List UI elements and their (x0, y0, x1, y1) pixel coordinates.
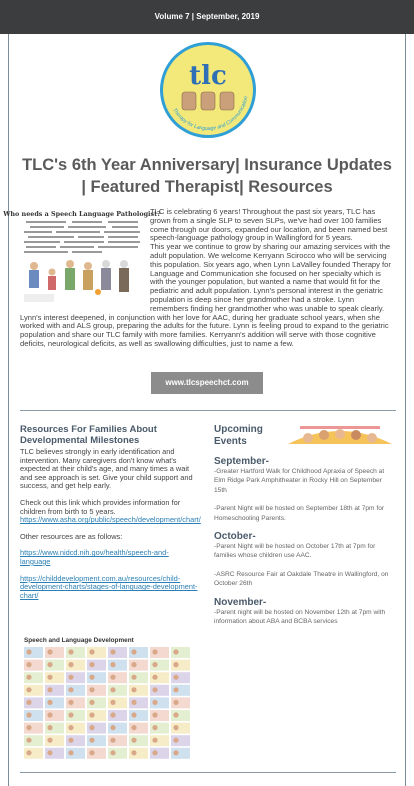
child-figure (173, 700, 178, 705)
child-figure (110, 675, 115, 680)
resources-paragraph-3: Other resources are as follows: (20, 531, 123, 541)
child-figure (131, 750, 136, 755)
resources-paragraph-2: Check out this link which provides information for children from birth to 5 years. https://www.asha.org/public/speech/development/chart/ (20, 497, 201, 525)
child-figure (68, 738, 73, 743)
child-figure (89, 675, 94, 680)
issue-label: Volume 7 | September, 2019 (154, 12, 260, 21)
page-title: TLC's 6th Year Anniversary| Insurance Updates | Featured Therapist| Resources (22, 156, 392, 196)
nidcd-link[interactable]: https://www.nidcd.nih.gov/health/speech-and-language (20, 548, 169, 566)
child-figure (152, 738, 157, 743)
child-figure (89, 649, 94, 654)
child-figure (26, 750, 31, 755)
child-figure (47, 738, 52, 743)
child-figure (68, 662, 73, 667)
child-figure (131, 725, 136, 730)
child-figure (131, 700, 136, 705)
child-figure (89, 700, 94, 705)
child-figure (110, 725, 115, 730)
child-figure (131, 649, 136, 654)
child-figure (26, 687, 31, 692)
child-figure (173, 712, 178, 717)
child-figure (47, 687, 52, 692)
intro-article (20, 208, 394, 349)
child-figure (89, 750, 94, 755)
child-figure (152, 750, 157, 755)
events-section (214, 424, 396, 626)
child-figure (152, 662, 157, 667)
resources-paragraph-1: TLC believes strongly in early identification and intervention. Many caregivers don't know what's expected at their child's age, and many times a wait and see approach is set. Give your child support and success, and get help early. (20, 447, 193, 491)
event-month-heading: November- (214, 596, 267, 608)
logo-wordmark: tlc (189, 61, 227, 91)
child-figure (131, 738, 136, 743)
child-figure (89, 712, 94, 717)
child-figure (152, 675, 157, 680)
event-item: -ASRC Resource Fair at Oakdale Theatre in Wallingford, on October 26th (214, 570, 389, 588)
event-item: -Parent Night will be hosted on October 17th at 7pm for families whose children use AAC. (214, 543, 376, 560)
child-figure (26, 700, 31, 705)
website-button[interactable]: www.tlcspeechct.com (151, 372, 263, 394)
child-figure (131, 675, 136, 680)
child-figure (110, 687, 115, 692)
resources-section (20, 424, 201, 600)
event-item: -Parent night will be hosted on November 12th at 7pm with information about ABA and BCBA services (214, 608, 386, 626)
child-figure (47, 750, 52, 755)
child-figure (110, 662, 115, 667)
event-item: -Parent Night will be hosted on September 18th at 7pm for Homeschooling Parents. (214, 505, 385, 522)
asha-link[interactable]: https://www.asha.org/public/speech/development/chart/ (20, 515, 201, 525)
section-divider (20, 410, 396, 411)
events-list (214, 456, 396, 626)
child-figure (26, 662, 31, 667)
hand-sign-icons (182, 92, 234, 110)
child-figure (173, 738, 178, 743)
child-figure (47, 712, 52, 717)
child-figure (110, 738, 115, 743)
child-figure (47, 675, 52, 680)
child-figure (173, 725, 178, 730)
resources-title: Resources For Families About Developmental Milestones (20, 424, 157, 446)
child-figure (68, 750, 73, 755)
events-title: Upcoming Events (214, 424, 263, 447)
child-figure (68, 649, 73, 654)
child-figure (68, 725, 73, 730)
event-month-heading: October- (214, 531, 256, 543)
child-figure (131, 687, 136, 692)
child-figure (89, 662, 94, 667)
child-figure (26, 725, 31, 730)
child-figure (110, 750, 115, 755)
child-figure (47, 700, 52, 705)
intro-paragraph-1: TLC is celebrating 6 years! Throughout the past six years, TLC has grown from a single SLP to seven SLPs, we've had over 100 families come through our doors, expanded our location, and been named best speech-language pathology group in Wallingford for 5 years. (150, 207, 388, 243)
childdev-link-wrap (20, 575, 198, 601)
header-bar (0, 0, 414, 34)
logo-ring-text: Therapy for Language and Communication (171, 95, 250, 133)
bottom-divider (20, 772, 396, 773)
event-item: -Greater Hartford Walk for Childhood Apraxia of Speech at Elm Ridge Park Amphitheater in Rocky Hill on September 15th (214, 468, 385, 494)
child-figure (173, 649, 178, 654)
tlc-logo[interactable] (158, 40, 258, 140)
svg-text:Speech and Language Developmen: Speech and Language Development (24, 637, 134, 644)
child-figure (26, 712, 31, 717)
intro-paragraph-2: This year we continue to grow by sharing our amazing services with the adult population. We welcome Kerryann Scirocco who will be servicing this population. Six years ago, when Lynn LaValley founded Therapy for Language and Communication she focused on her specialty which is with the younger population, but wanted a name that would fit for the pediatric and adult population. Lynn's personal interest in the geriatric population is deep since her grandmother had a stroke. Lynn remembers finding her grandmother who was unable to speak clearly. Lynn's interest deepened, in conjunction with her love for AAC, during her graduate school years, when she worked with and ALS group, preparing the adults for the future. Lynn is feeling proud to expand to the geriatric population and share our TLC family with more families. Kerryann's addition will serve with those cognitive deficits, neurological deficits, as well as swallowing difficulties, just to name a few. (20, 242, 391, 348)
child-figure (152, 712, 157, 717)
child-figure (173, 675, 178, 680)
child-figure (131, 712, 136, 717)
child-figure (26, 675, 31, 680)
svg-text:Who needs a Speech Language Pa: Who needs a Speech Language Pathologist? (3, 210, 161, 218)
childdev-link[interactable]: https://childdevelopment.com.au/resources/child-development-charts/stages-of-language-development-chart/ (20, 573, 198, 600)
child-figure (47, 649, 52, 654)
nidcd-link-wrap (20, 549, 198, 566)
child-figure (173, 662, 178, 667)
child-figure (47, 725, 52, 730)
child-figure (110, 649, 115, 654)
child-figure (152, 725, 157, 730)
child-figure (68, 675, 73, 680)
child-figure (26, 738, 31, 743)
child-figure (68, 700, 73, 705)
child-figure (89, 725, 94, 730)
child-figure (26, 649, 31, 654)
child-figure (47, 662, 52, 667)
child-figure (173, 750, 178, 755)
development-chart-image (20, 635, 194, 763)
children-banner-image (286, 424, 394, 446)
child-figure (152, 700, 157, 705)
child-figure (68, 712, 73, 717)
child-figure (173, 687, 178, 692)
child-figure (152, 649, 157, 654)
child-figure (110, 700, 115, 705)
child-figure (89, 738, 94, 743)
child-figure (131, 662, 136, 667)
child-figure (68, 687, 73, 692)
child-figure (152, 687, 157, 692)
event-month-heading: September- (214, 456, 270, 467)
child-figure (89, 687, 94, 692)
child-figure (110, 712, 115, 717)
